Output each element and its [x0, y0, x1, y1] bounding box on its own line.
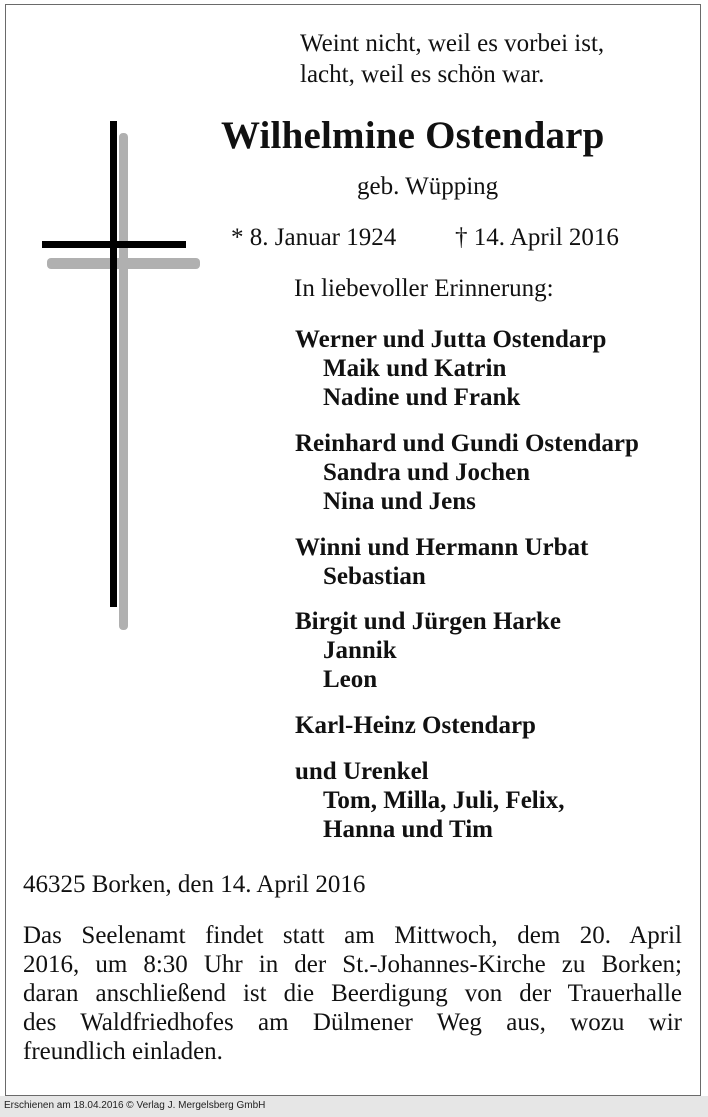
- family-head: Karl-Heinz Ostendarp: [295, 712, 536, 739]
- family-member: Nadine und Frank: [323, 384, 521, 411]
- service-info-line: daran anschließend ist die Beerdigung von der Trauerhalle: [23, 980, 682, 1007]
- publication-credit: Erschienen am 18.04.2016 © Verlag J. Mergelsberg GmbH: [4, 1100, 266, 1111]
- family-member: Hanna und Tim: [323, 816, 494, 843]
- motto-line-1: Weint nicht, weil es vorbei ist,: [300, 30, 605, 57]
- death-date: † 14. April 2016: [455, 224, 619, 251]
- family-member: Tom, Milla, Juli, Felix,: [323, 787, 565, 814]
- family-head: Reinhard und Gundi Ostendarp: [295, 430, 639, 457]
- service-info: [23, 921, 682, 1066]
- footer-bar: [0, 1096, 708, 1117]
- family-member: Sebastian: [323, 563, 426, 590]
- birth-name: geb. Wüpping: [357, 173, 499, 200]
- family-member: Leon: [323, 666, 378, 693]
- family-member: Nina und Jens: [323, 488, 476, 515]
- service-info-line: 2016, um 8:30 Uhr in der St.-Johannes-Kirche zu Borken;: [23, 951, 682, 978]
- birth-date: * 8. Januar 1924: [231, 224, 397, 251]
- family-member: Sandra und Jochen: [323, 459, 531, 486]
- service-info-line: freundlich einladen.: [23, 1038, 223, 1065]
- service-info-line: Das Seelenamt findet statt am Mittwoch, dem 20. April: [23, 922, 682, 949]
- family-head: Werner und Jutta Ostendarp: [295, 326, 607, 353]
- motto-line-2: lacht, weil es schön war.: [300, 61, 545, 88]
- service-info-line: des Waldfriedhofes am Dülmener Weg aus, wozu wir: [23, 1009, 682, 1036]
- deceased-name: Wilhelmine Ostendarp: [221, 114, 605, 157]
- family-head: Winni und Hermann Urbat: [295, 534, 589, 561]
- family-member: Jannik: [323, 637, 397, 664]
- family-head: Birgit und Jürgen Harke: [295, 608, 561, 635]
- family-head: und Urenkel: [295, 758, 429, 785]
- remembrance-heading: In liebevoller Erinnerung:: [294, 275, 554, 302]
- place-date: 46325 Borken, den 14. April 2016: [23, 871, 366, 898]
- family-member: Maik und Katrin: [323, 355, 507, 382]
